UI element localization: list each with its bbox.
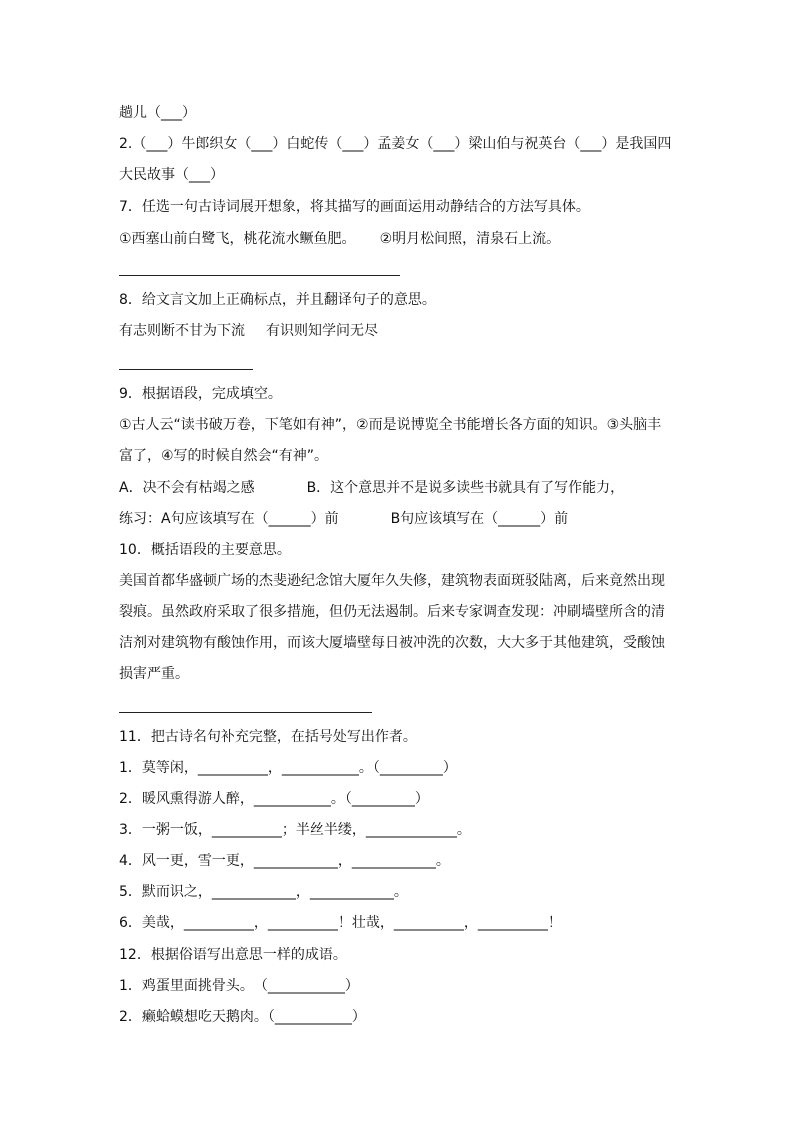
fill-in-item: 4．风一更，雪一更，____________，____________。 [119, 853, 450, 869]
poem-option-1: ①西塞山前白鹭飞，桃花流水鳜鱼肥。 [119, 231, 356, 247]
fill-in-item: 5．默而识之，____________，____________。 [119, 884, 408, 900]
option-b: B．这个意思并不是说多读些书就具有了写作能力， [306, 480, 625, 496]
paragraph-line: 洁剂对建筑物有酸蚀作用，而该大厦墙壁每日被冲洗的次数，大大多于其他建筑，受酸蚀 [119, 635, 665, 651]
option-a: A．决不会有枯竭之感 [119, 480, 255, 496]
exercise-a: 练习：A句应该填写在（______）前 [119, 511, 339, 527]
exercise-b: B句应该填写在（______）前 [390, 511, 569, 527]
poem-options [119, 229, 560, 249]
question-12: 12．根据俗语写出意思一样的成语。 [119, 947, 347, 963]
fill-in-item: 6．美哉，__________，__________！壮哉，__________，__________！ [119, 915, 562, 931]
paragraph-line: 裂痕。虽然政府采取了很多措施，但仍无法遏制。后来专家调查发现：冲刷墙壁所含的清 [119, 604, 665, 620]
text-line: 富了，④写的时候自然会“有神”。 [119, 448, 329, 464]
classical-text [119, 321, 378, 341]
question-8: 8．给文言文加上正确标点，并且翻译句子的意思。 [119, 292, 436, 308]
question-9: 9．根据语段，完成填空。 [119, 386, 282, 402]
answer-line [119, 369, 253, 370]
text-line: ①古人云“读书破万卷，下笔如有神”，②而是说博览全书能增长各方面的知识。③头脑丰 [119, 417, 662, 433]
question-11: 11．把古诗名句补充完整，在括号处写出作者。 [119, 729, 417, 745]
classical-text-part-2: 有识则知学问无尽 [266, 323, 378, 339]
fill-in-item: 1．鸡蛋里面挑骨头。 （___________） [119, 978, 359, 994]
question-7: 7．任选一句古诗词展开想象，将其描写的画面运用动静结合的方法写具体。 [119, 199, 590, 215]
classical-text-part-1: 有志则断不甘为下流 [119, 323, 245, 339]
fill-in-item: 2．癞蛤蟆想吃天鹅肉。（___________） [119, 1009, 366, 1025]
text-line: 2.（___）牛郎织女（___）白蛇传（___）孟姜女（___）梁山伯与祝英台（___）是我国四 [119, 136, 672, 152]
question-10: 10．概括语段的主要意思。 [119, 542, 291, 558]
paragraph-line: 损害严重。 [119, 666, 189, 682]
fill-in-item: 1．莫等闲，__________，___________。（_________） [119, 760, 457, 776]
exercise-line [119, 509, 568, 529]
fill-in-item: 3．一粥一饭，__________；半丝半缕，_____________。 [119, 822, 471, 838]
sentence-options [119, 478, 624, 498]
answer-line [119, 275, 400, 276]
text-line: 趟儿（___） [119, 105, 196, 121]
text-line: 大民故事（___） [119, 167, 224, 183]
paragraph-line: 美国首都华盛顿广场的杰斐逊纪念馆大厦年久失修，建筑物表面斑驳陆离，后来竟然出现 [119, 573, 665, 589]
poem-option-2: ②明月松间照，清泉石上流。 [379, 231, 561, 247]
answer-line [119, 712, 372, 713]
fill-in-item: 2．暖风熏得游人醉，___________。（_________） [119, 791, 429, 807]
